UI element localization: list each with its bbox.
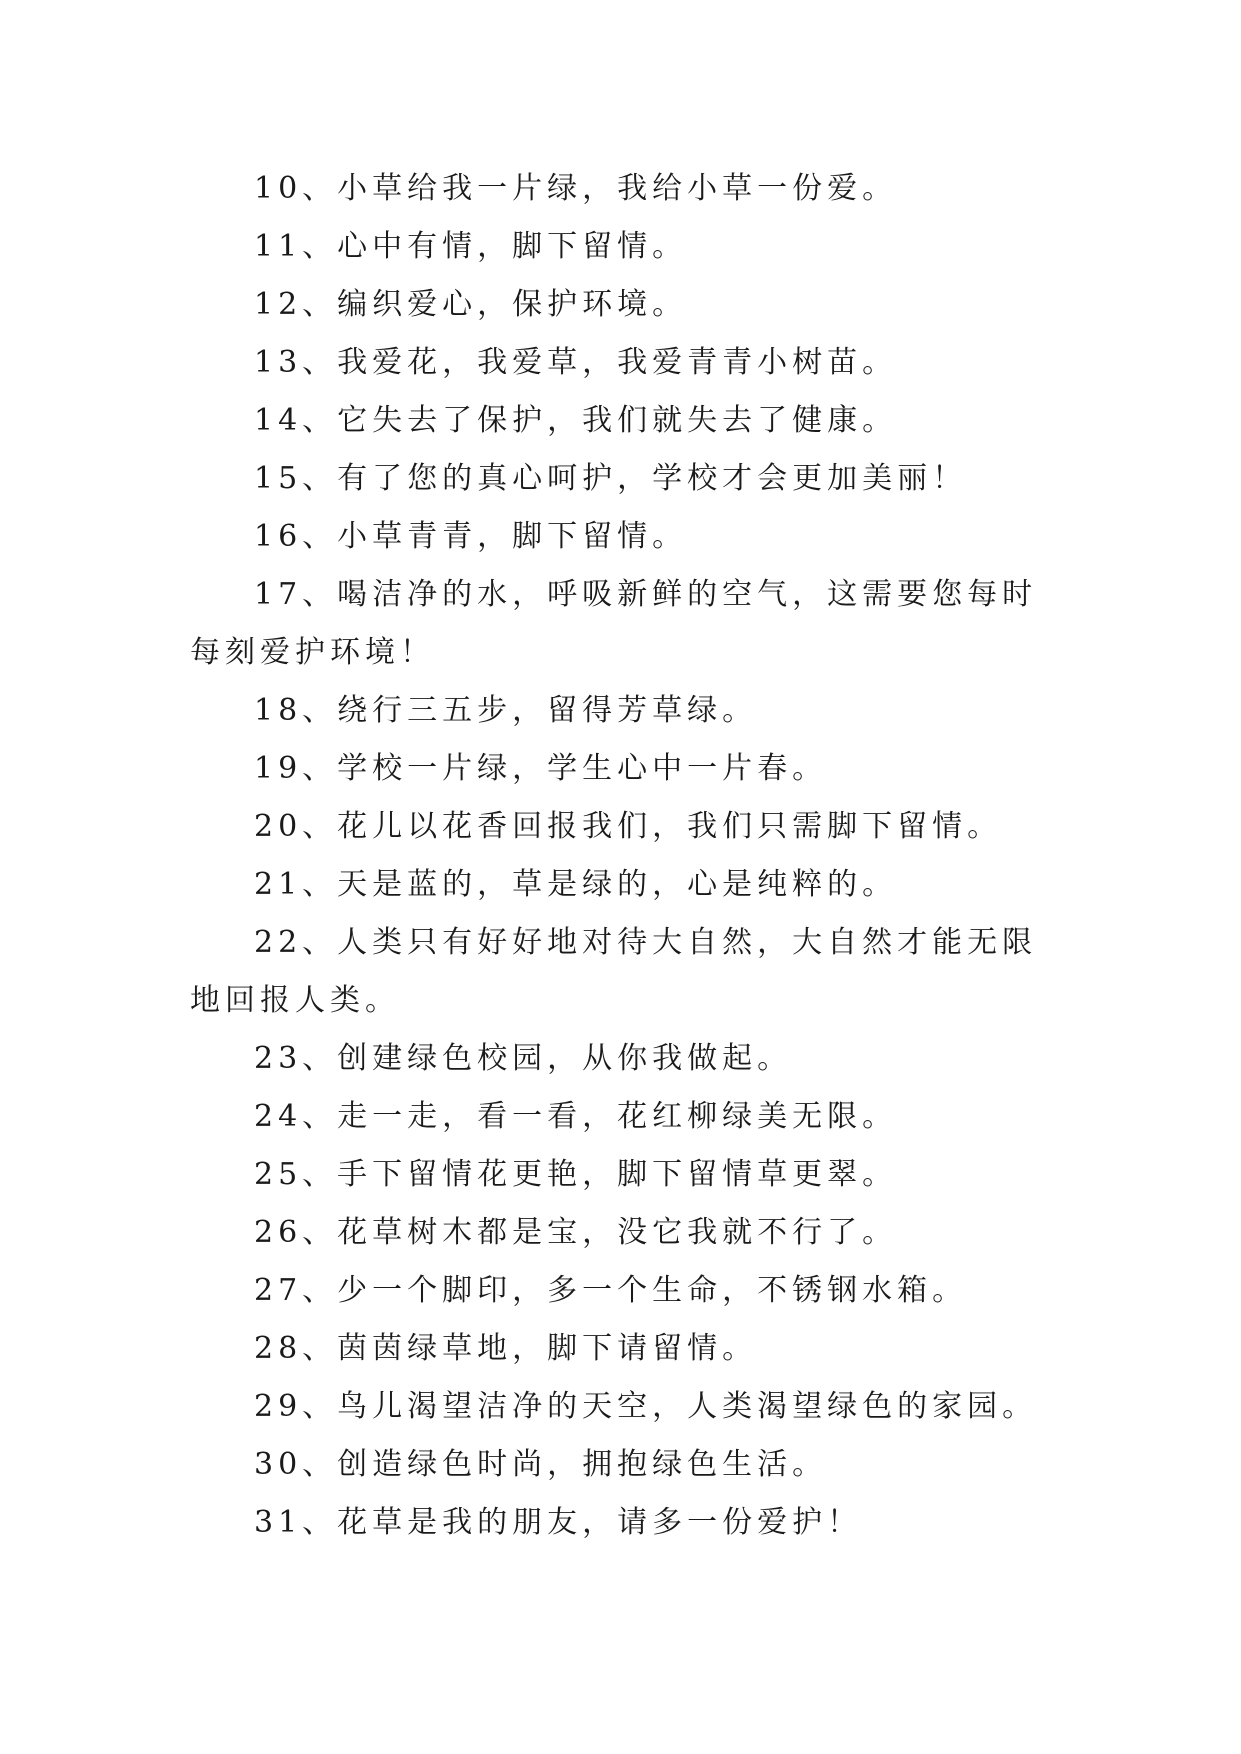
list-item: 10、小草给我一片绿，我给小草一份爱。 [254, 171, 898, 206]
list-item: 21、天是蓝的，草是绿的，心是纯粹的。 [254, 867, 898, 902]
list-item: 29、鸟儿渴望洁净的天空，人类渴望绿色的家园。 [254, 1389, 1038, 1424]
list-item: 17、喝洁净的水，呼吸新鲜的空气，这需要您每时每刻爱护环境！ [190, 577, 1038, 670]
list-item: 14、它失去了保护，我们就失去了健康。 [254, 403, 898, 438]
list-item: 30、创造绿色时尚，拥抱绿色生活。 [254, 1447, 828, 1482]
list-item: 11、心中有情，脚下留情。 [254, 229, 688, 264]
list-item: 25、手下留情花更艳，脚下留情草更翠。 [254, 1157, 898, 1192]
list-item: 19、学校一片绿，学生心中一片春。 [254, 751, 828, 786]
list-item: 26、花草树木都是宝，没它我就不行了。 [254, 1215, 898, 1250]
list-item: 18、绕行三五步，留得芳草绿。 [254, 693, 758, 728]
list-item: 15、有了您的真心呵护，学校才会更加美丽！ [254, 461, 968, 496]
list-item: 23、创建绿色校园，从你我做起。 [254, 1041, 793, 1076]
slogan-list [190, 160, 1060, 1552]
list-item: 24、走一走，看一看，花红柳绿美无限。 [254, 1099, 898, 1134]
list-item: 13、我爱花，我爱草，我爱青青小树苗。 [254, 345, 898, 380]
list-item: 27、少一个脚印，多一个生命，不锈钢水箱。 [254, 1273, 968, 1308]
list-item: 28、茵茵绿草地，脚下请留情。 [254, 1331, 758, 1366]
list-item: 31、花草是我的朋友，请多一份爱护！ [254, 1505, 863, 1540]
list-item: 16、小草青青，脚下留情。 [254, 519, 688, 554]
list-item: 12、编织爱心，保护环境。 [254, 287, 688, 322]
list-item: 20、花儿以花香回报我们，我们只需脚下留情。 [254, 809, 1003, 844]
list-item: 22、人类只有好好地对待大自然，大自然才能无限地回报人类。 [190, 925, 1038, 1018]
